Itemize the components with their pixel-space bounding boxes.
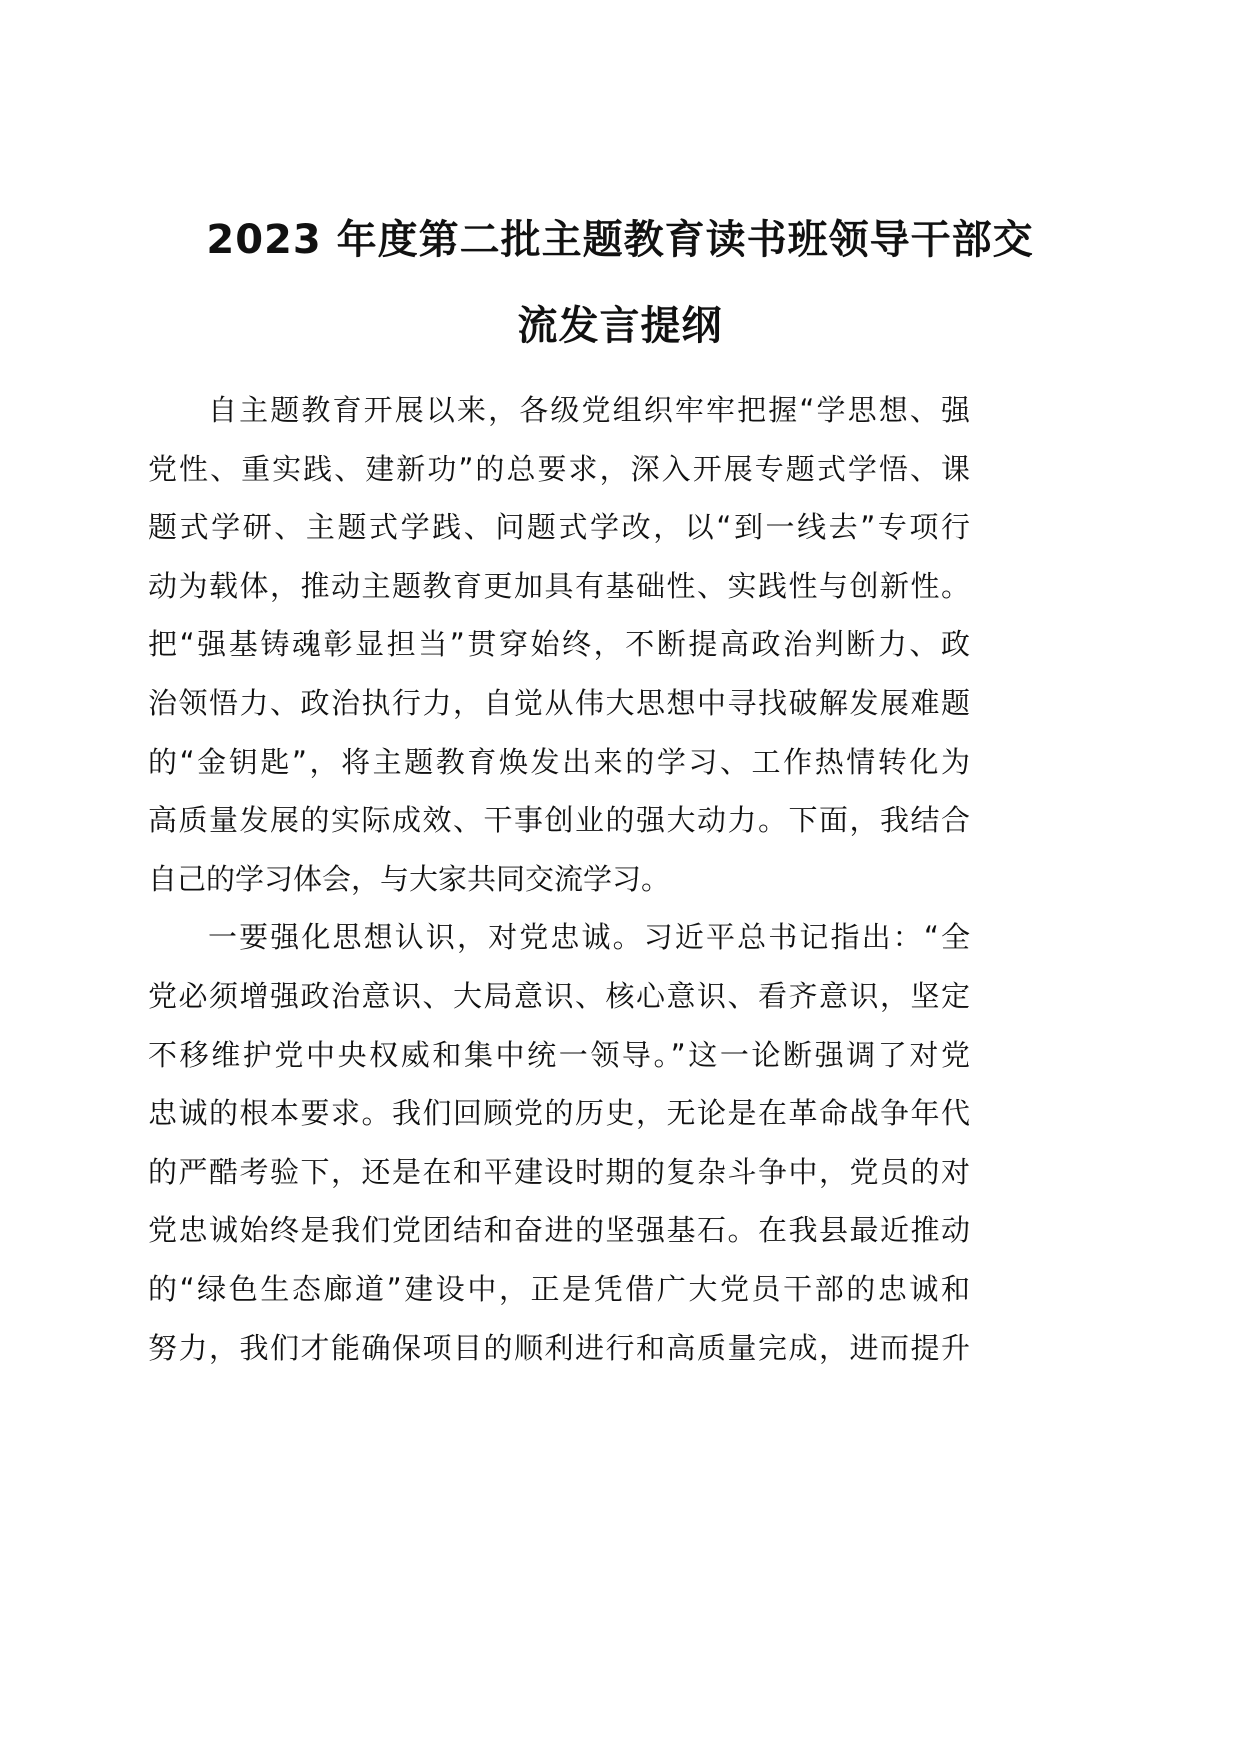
text-line: 高质量发展的实际成效、干事创业的强大动力。下面，我结合 xyxy=(148,803,970,838)
text-line: 努力，我们才能确保项目的顺利进行和高质量完成，进而提升 xyxy=(148,1330,970,1365)
text-line: 把“强基铸魂彰显担当”贯穿始终，不断提高政治判断力、政 xyxy=(148,627,970,662)
text-line: 不移维护党中央权威和集中统一领导。”这一论断强调了对党 xyxy=(148,1037,970,1072)
text-line: 动为载体，推动主题教育更加具有基础性、实践性与创新性。 xyxy=(148,568,970,603)
text-line: 自主题教育开展以来，各级党组织牢牢把握“学思想、强 xyxy=(208,393,970,427)
paragraph xyxy=(148,381,970,908)
text-line: 的“绿色生态廊道”建设中，正是凭借广大党员干部的忠诚和 xyxy=(148,1271,970,1306)
text-line: 党性、重实践、建新功”的总要求，深入开展专题式学悟、课 xyxy=(148,451,970,486)
paragraph xyxy=(148,908,970,1377)
text-line: 党必须增强政治意识、大局意识、核心意识、看齐意识，坚定 xyxy=(148,978,970,1013)
text-line: 的严酷考验下，还是在和平建设时期的复杂斗争中，党员的对 xyxy=(148,1154,970,1189)
text-line: 治领悟力、政治执行力，自觉从伟大思想中寻找破解发展难题 xyxy=(148,685,970,720)
text-line: 题式学研、主题式学践、问题式学改，以“到一线去”专项行 xyxy=(148,510,970,545)
title-line: 流发言提纲 xyxy=(517,303,723,349)
text-line: 自己的学习体会，与大家共同交流学习。 xyxy=(148,861,671,896)
document-body xyxy=(148,381,970,1377)
document-title xyxy=(140,197,1100,369)
text-line: 党忠诚始终是我们党团结和奋进的坚强基石。在我县最近推动 xyxy=(148,1213,970,1248)
text-line: 一要强化思想认识，对党忠诚。习近平总书记指出：“全 xyxy=(208,920,970,955)
text-line: 忠诚的根本要求。我们回顾党的历史，无论是在革命战争年代 xyxy=(148,1096,970,1131)
title-line: 2023 年度第二批主题教育读书班领导干部交 xyxy=(206,217,1034,263)
text-line: 的“金钥匙”，将主题教育焕发出来的学习、工作热情转化为 xyxy=(148,744,970,779)
